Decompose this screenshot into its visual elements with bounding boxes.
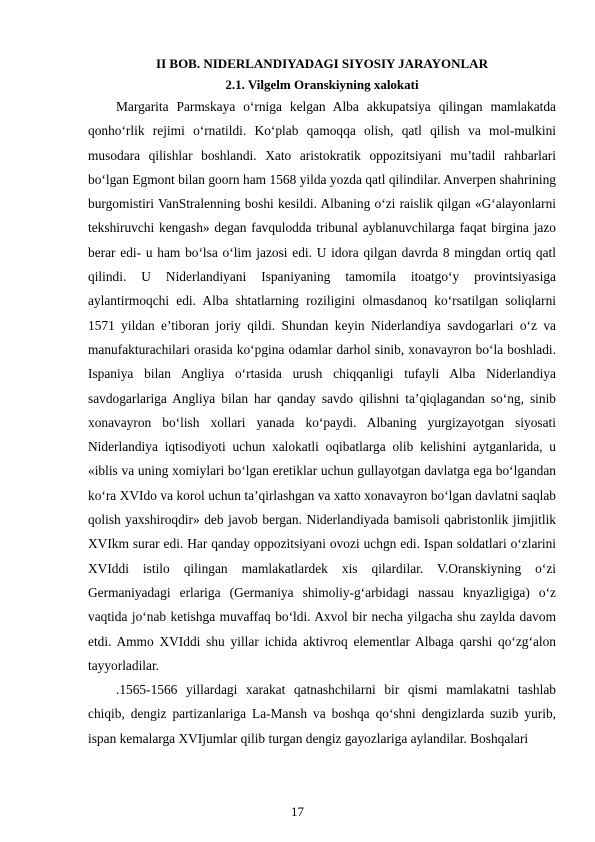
document-page [88,54,556,751]
section-title: 2.1. Vilgelm Oranskiyning xalokati [225,77,419,92]
body-paragraph: Margarita Parmskaya o‘rniga kelgan Alba akkupatsiya qilingan mamlakatda qonho‘rlik rejimi o‘rnatildi. Ko‘plab qamoqqa olish, qatl qilish va mol-mulkini musodara qilishlar boshlandi. Xato aristokratik oppozitsiyani mu’tadil rahbarlari bo‘lgan Egmont bilan goorn ham 1568 yilda yozda qatl qilindilar. Anverpen shahrining burgomistiri VanStralenning boshi kesildi. Albaning o‘zi raislik qilgan «G‘alayonlarni tekshiruvchi kengash» degan favqulodda tribunal ayblanuvchilarga faqat birgina jazo berar edi- u ham bo‘lsa o‘lim jazosi edi. U idora qilgan davrda 8 mingdan ortiq qatl qilindi. U Niderlandiyani Ispaniyaning tamomila itoatgo‘y provintsiyasiga aylantirmoqchi edi. Alba shtatlarning roziligini olmasdanoq ko‘rsatilgan soliqlarni 1571 yildan e’tiboran joriy qildi. Shundan keyin Niderlandiya savdogarlari o‘z va manufakturachilari orasida ko‘pgina odamlar darhol sinib, xonavayron bo‘la boshladi. Ispaniya bilan Angliya o‘rtasida urush chiqqanligi tufayli Alba Niderlandiya savdogarlariga Angliya bilan har qanday savdo qilishni ta’qiqlagandan so‘ng, sinib xonavayron bo‘lish xollari yanada ko‘paydi. Albaning yurgizayotgan siyosati Niderlandiya iqtisodiyoti uchun xalokatli oqibatlarga olib kelishini aytganlarida, u «iblis va uning xomiylari bo‘lgan eretiklar uchun gullayotgan davlatga ega bo‘lgandan ko‘ra XVIdo va korol uchun ta’qirlashgan va xatto xonavayron bo‘lgan davlatni saqlab qolish yaxshiroqdir» deb javob bergan. Niderlandiyada bamisoli qabristonlik jimjitlik XVIkm surar edi. Har qanday oppozitsiyani ovozi uchgn edi. Ispan soldatlari o‘zlarini XVIddi istilo qilingan mamlakatlardek xis qilardilar. V.Oranskiyning o‘zi Germaniyadagi erlariga (Germaniya shimoliy-g‘arbidagi nassau knyazligiga) o‘z vaqtida jo‘nab ketishga muvaffaq bo‘ldi. Axvol bir necha yilgacha shu zaylda davom etdi. Ammo XVIddi shu yillar ichida aktivroq elementlar Albaga qarshi qo‘zg‘alon tayyorladilar. [88,99,556,673]
chapter-title: II BOB. NIDERLANDIYADAGI SIYOSIY JARAYONLAR [156,56,488,71]
body-paragraph: .1565-1566 yillardagi xarakat qatnashchilarni bir qismi mamlakatni tashlab chiqib, dengiz partizanlariga La-Mansh va boshqa qo‘shni dengizlarda suzib yurib, ispan kemalarga XVIjumlar qilib turgan dengiz gayozlariga aylandilar. Boshqalari [88,682,556,746]
page-number: 17 [291,804,304,819]
